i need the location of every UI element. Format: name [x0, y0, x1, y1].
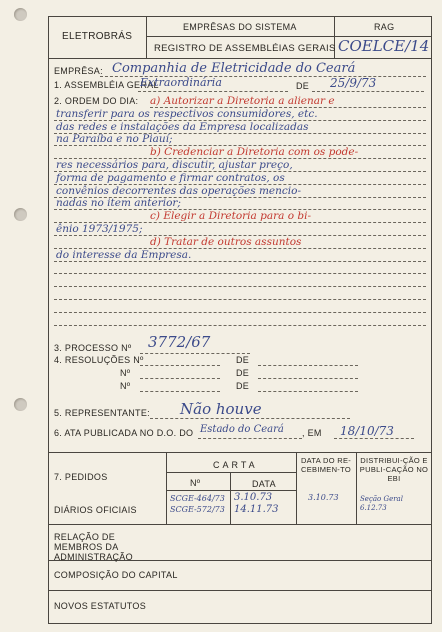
- resolution-de-label: DE: [236, 355, 250, 365]
- agenda-rule: [54, 325, 426, 326]
- resolution-blank: [140, 391, 220, 392]
- agenda-item: b) Credenciar a Diretoria com os pode-: [150, 146, 359, 159]
- register-title: REGISTRO DE ASSEMBLÉIAS GERAIS: [154, 43, 336, 54]
- punch-hole-icon: [14, 398, 27, 411]
- row-label-membros: RELAÇÃO DE MEMBROS DA ADMINISTRAÇÃO: [54, 532, 133, 562]
- agenda-rule: [54, 273, 426, 274]
- assembly-date-label: DE: [296, 81, 310, 91]
- org-name: ELETROBRÁS: [62, 31, 133, 42]
- resolution-no-label: Nº: [120, 368, 131, 378]
- agenda-item: res necessários para, discutir, ajustar preço,: [56, 159, 293, 171]
- row-label-capital: COMPOSIÇÃO DO CAPITAL: [54, 570, 178, 580]
- process-label: 3. PROCESSO Nº: [54, 343, 132, 353]
- representative-value: Não houve: [180, 400, 262, 418]
- resolution-blank: [258, 391, 358, 392]
- resolution-blank: [140, 378, 220, 379]
- agenda-rule: [54, 312, 426, 313]
- agenda-rule: [54, 299, 426, 300]
- distribuicao-header: DISTRIBUI-ÇÃO E PUBLI-CAÇÃO NO EBI: [359, 456, 429, 483]
- agenda-item: das redes e instalações da Empresa localizadas: [56, 120, 309, 133]
- resolution-de-label: DE: [236, 368, 250, 378]
- resolution-blank: [258, 378, 358, 379]
- resolutions-label: 4. RESOLUÇÕES Nº: [54, 355, 144, 365]
- carta-no-header: Nº: [190, 478, 201, 488]
- pedidos-header: 7. PEDIDOS: [54, 472, 108, 482]
- agenda-item: c) Elegir a Diretoria para o bi-: [150, 210, 311, 223]
- recebimento-header: DATA DO RE-CEBIMEN-TO: [300, 456, 352, 474]
- rag-value: COELCE/14: [338, 37, 430, 55]
- publication-label: 6. ATA PUBLICADA NO D.O. DO: [54, 428, 194, 438]
- agenda-item: forma de pagamento e firmar contratos, os: [56, 171, 285, 184]
- row-label-estatutos: NOVOS ESTATUTOS: [54, 601, 147, 611]
- row-no-diarios: SCGE-464/73 SCGE-572/73: [170, 494, 225, 514]
- resolution-de-label: DE: [236, 381, 250, 391]
- publication-date: 18/10/73: [340, 424, 394, 438]
- agenda-label: 2. ORDEM DO DIA:: [54, 96, 139, 106]
- agenda-item: transferir para os respectivos consumidores, etc.: [56, 107, 318, 120]
- carta-data-header: DATA: [252, 479, 276, 489]
- assembly-date: 25/9/73: [330, 76, 377, 90]
- punch-hole-icon: [14, 208, 27, 221]
- agenda-item: convênios decorrentes das operações mencio-: [56, 184, 302, 197]
- system-title: EMPRÊSAS DO SISTEMA: [183, 22, 297, 32]
- agenda-item: do interesse da Empresa.: [56, 248, 192, 261]
- representative-label: 5. REPRESENTANTE:: [54, 408, 150, 418]
- row-data-diarios: 3.10.73 14.11.73: [234, 492, 279, 515]
- agenda-item: d) Tratar de outros assuntos: [150, 235, 302, 248]
- assembly-label: 1. ASSEMBLÉIA GERAL: [54, 80, 159, 90]
- resolution-blank: [258, 365, 358, 366]
- company-value: Companhia de Eletricidade do Ceará: [112, 61, 356, 76]
- publication-em-label: , EM: [302, 428, 322, 438]
- agenda-item: nadas no item anterior;: [56, 197, 181, 210]
- agenda-rule: [54, 286, 426, 287]
- agenda-item: na Paraíba e no Piauí;: [56, 133, 173, 146]
- assembly-type: Extraordinária: [140, 76, 222, 89]
- agenda-item: a) Autorizar a Diretoria a alienar e: [150, 95, 335, 107]
- agenda-rule: [54, 261, 426, 262]
- carta-header: CARTA: [213, 460, 258, 470]
- row-label-diarios: DIÁRIOS OFICIAIS: [54, 505, 137, 515]
- resolution-no-label: Nº: [120, 381, 131, 391]
- agenda-item: ênio 1973/1975;: [56, 223, 143, 235]
- process-value: 3772/67: [148, 333, 211, 351]
- company-label: EMPRÊSA:: [54, 66, 103, 76]
- punch-hole-icon: [14, 8, 27, 21]
- row-receb-diarios: 3.10.73: [308, 493, 339, 502]
- publication-value: Estado do Ceará: [200, 424, 284, 435]
- resolution-blank: [140, 365, 220, 366]
- rag-label: RAG: [374, 22, 395, 32]
- row-dist-diarios: Seção Geral 6.12.73: [360, 495, 403, 512]
